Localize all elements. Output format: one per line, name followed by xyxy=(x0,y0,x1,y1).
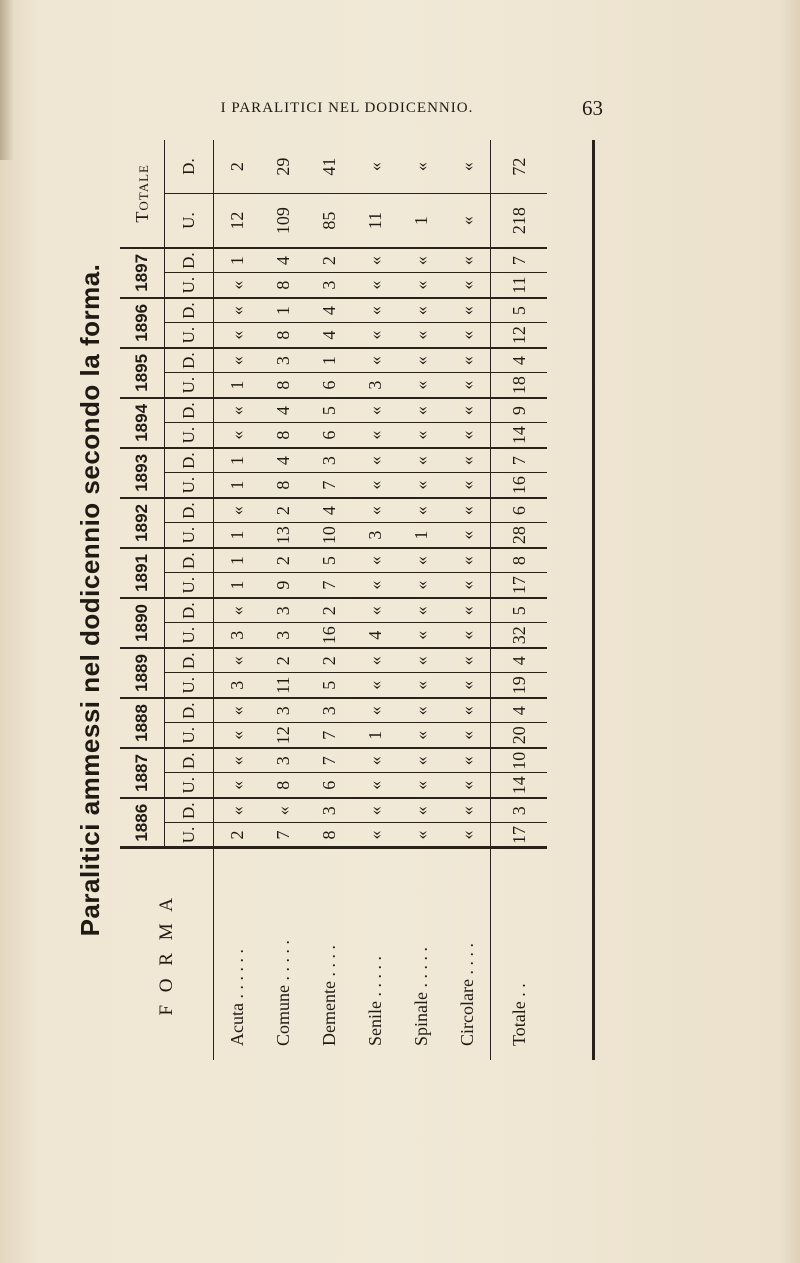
table-cell: 1 xyxy=(306,348,352,373)
table-cell: « xyxy=(444,298,491,323)
table-cell: « xyxy=(352,698,398,723)
table-cell: « xyxy=(214,498,261,523)
table-cell: 6 xyxy=(306,373,352,398)
table-cell: « xyxy=(444,498,491,523)
table-cell: « xyxy=(444,823,491,848)
table-cell: « xyxy=(444,348,491,373)
total-donne-cell: « xyxy=(364,162,385,172)
table-cell: « xyxy=(444,273,491,298)
table-cell: 8 xyxy=(260,323,306,348)
table-cell: 3 xyxy=(306,448,352,473)
sub-header-donne: D. xyxy=(165,448,214,473)
table-cell: 3 xyxy=(352,523,398,548)
sub-header-donne: D. xyxy=(165,698,214,723)
table-cell: « xyxy=(398,548,444,573)
table-cell: 8 xyxy=(491,548,548,573)
table-cell: 1 xyxy=(214,523,261,548)
table-cell: 19 xyxy=(491,673,548,698)
table-cell: 9 xyxy=(260,573,306,598)
total-sub-header-uomini: U. xyxy=(165,194,214,248)
table-cell: 10 xyxy=(491,748,548,773)
total-donne-cell: 72 xyxy=(491,140,548,194)
table-cell: 9 xyxy=(491,398,548,423)
table-cell: 7 xyxy=(306,473,352,498)
table-cell: 1 xyxy=(214,248,261,273)
table-cell: 12 xyxy=(491,323,548,348)
table-cell: « xyxy=(352,423,398,448)
table-cell: « xyxy=(352,323,398,348)
table-cell: « xyxy=(352,348,398,373)
table-cell: « xyxy=(444,573,491,598)
table-cell: 3 xyxy=(260,698,306,723)
table-cell: « xyxy=(398,498,444,523)
table-cell: 7 xyxy=(306,723,352,748)
table-cell: 3 xyxy=(306,273,352,298)
table-cell: 7 xyxy=(306,748,352,773)
table-cell: 3 xyxy=(306,798,352,823)
table-cell: « xyxy=(398,298,444,323)
table-cell: 1 xyxy=(214,548,261,573)
sub-header-uomini: U. xyxy=(165,423,214,448)
rotated-table-block xyxy=(70,140,590,1060)
table-cell: « xyxy=(444,373,491,398)
sub-header-uomini: U. xyxy=(165,323,214,348)
table-cell: 3 xyxy=(214,623,261,648)
table-cell: « xyxy=(398,623,444,648)
table-cell: 14 xyxy=(491,773,548,798)
table-cell: 2 xyxy=(214,823,261,848)
table-cell: « xyxy=(352,498,398,523)
table-cell: « xyxy=(214,273,261,298)
total-uomini-cell: 12 xyxy=(214,194,261,248)
table-cell: 12 xyxy=(260,723,306,748)
sub-header-uomini: U. xyxy=(165,823,214,848)
row-label: Totale . . xyxy=(491,848,548,1060)
table-cell: 5 xyxy=(306,398,352,423)
table-cell: « xyxy=(398,448,444,473)
table-cell: 4 xyxy=(306,498,352,523)
table-cell: 11 xyxy=(260,673,306,698)
row-label: Circolare . . . . xyxy=(444,848,491,1060)
table-cell: 1 xyxy=(352,723,398,748)
table-cell: 8 xyxy=(260,423,306,448)
table-cell: « xyxy=(398,823,444,848)
table-cell: « xyxy=(398,398,444,423)
table-cell: « xyxy=(214,723,261,748)
sub-header-donne: D. xyxy=(165,248,214,273)
table-cell: 8 xyxy=(260,373,306,398)
row-label: Comune . . . . . xyxy=(260,848,306,1060)
table-cell: « xyxy=(214,648,261,673)
table-cell: « xyxy=(444,623,491,648)
table-cell: 4 xyxy=(306,298,352,323)
table-cell: 20 xyxy=(491,723,548,748)
sub-header-donne: D. xyxy=(165,298,214,323)
binding-shadow xyxy=(0,0,14,160)
sub-header-donne: D. xyxy=(165,648,214,673)
table-cell: 4 xyxy=(491,698,548,723)
table-row xyxy=(306,140,352,1060)
total-donne-cell: 41 xyxy=(318,157,339,176)
sub-header-donne: D. xyxy=(165,798,214,823)
table-cell: 1 xyxy=(214,373,261,398)
total-uomini-cell: 109 xyxy=(260,194,306,248)
table-cell: « xyxy=(352,273,398,298)
table-cell: « xyxy=(398,348,444,373)
total-uomini-cell: 11 xyxy=(352,194,398,248)
table-cell: « xyxy=(398,423,444,448)
table-cell: 16 xyxy=(491,473,548,498)
year-header-row xyxy=(120,140,165,1060)
table-cell: « xyxy=(398,648,444,673)
total-uomini-cell: 85 xyxy=(306,194,352,248)
table-cell: 4 xyxy=(260,398,306,423)
table-cell: 2 xyxy=(306,648,352,673)
table-bottom-rule xyxy=(592,140,595,1060)
table-cell: 3 xyxy=(260,598,306,623)
table-cell: « xyxy=(352,748,398,773)
table-cell: 2 xyxy=(306,598,352,623)
year-header-1889: 1889 xyxy=(120,648,165,698)
table-cell: « xyxy=(352,448,398,473)
table-cell: « xyxy=(398,798,444,823)
table-cell: 2 xyxy=(260,548,306,573)
table-cell: 5 xyxy=(306,673,352,698)
table-cell: « xyxy=(352,573,398,598)
table-cell: 7 xyxy=(260,823,306,848)
paralytics-table xyxy=(120,140,547,1060)
table-cell: « xyxy=(444,748,491,773)
table-cell: 2 xyxy=(306,248,352,273)
table-cell: 5 xyxy=(306,548,352,573)
table-cell: « xyxy=(398,248,444,273)
table-cell: « xyxy=(214,423,261,448)
sub-header-uomini: U. xyxy=(165,673,214,698)
total-uomini-cell: 1 xyxy=(398,194,444,248)
table-cell: 4 xyxy=(491,648,548,673)
table-row xyxy=(260,140,306,1060)
table-cell: « xyxy=(444,598,491,623)
table-cell: 1 xyxy=(398,523,444,548)
table-cell: 3 xyxy=(214,673,261,698)
table-cell: 4 xyxy=(260,248,306,273)
total-donne-cell: « xyxy=(456,162,477,172)
table-cell: 4 xyxy=(491,348,548,373)
sub-header-uomini: U. xyxy=(165,773,214,798)
table-cell: 18 xyxy=(491,373,548,398)
table-cell: « xyxy=(352,473,398,498)
table-cell: « xyxy=(444,798,491,823)
year-header-1887: 1887 xyxy=(120,748,165,798)
table-cell: « xyxy=(352,298,398,323)
table-cell: 17 xyxy=(491,823,548,848)
table-cell: « xyxy=(214,323,261,348)
table-cell: 11 xyxy=(491,273,548,298)
row-label: Demente . . . . xyxy=(306,848,352,1060)
year-header-1894: 1894 xyxy=(120,398,165,448)
row-label: Acuta . . . . . . xyxy=(214,848,261,1060)
forma-header: F O R M A xyxy=(120,848,214,1060)
table-cell: « xyxy=(352,673,398,698)
total-donne-cell: 29 xyxy=(272,157,293,176)
table-cell: « xyxy=(214,798,261,823)
year-header-1892: 1892 xyxy=(120,498,165,548)
table-row xyxy=(352,140,398,1060)
table-cell: 5 xyxy=(491,598,548,623)
row-label: Spinale . . . . . xyxy=(398,848,444,1060)
table-cell: « xyxy=(398,598,444,623)
table-cell: « xyxy=(398,473,444,498)
sub-header-uomini: U. xyxy=(165,523,214,548)
table-cell: « xyxy=(214,348,261,373)
table-cell: 8 xyxy=(306,823,352,848)
table-cell: 6 xyxy=(306,773,352,798)
table-cell: « xyxy=(398,373,444,398)
table-cell: 10 xyxy=(306,523,352,548)
table-cell: 3 xyxy=(260,348,306,373)
table-cell: « xyxy=(352,598,398,623)
table-cell: « xyxy=(398,773,444,798)
table-cell: 7 xyxy=(491,248,548,273)
table-cell: « xyxy=(444,473,491,498)
table-cell: « xyxy=(444,523,491,548)
table-cell: « xyxy=(352,798,398,823)
sub-header-uomini: U. xyxy=(165,273,214,298)
table-cell: « xyxy=(352,398,398,423)
year-header-1886: 1886 xyxy=(120,798,165,848)
running-title: I PARALITICI NEL DODICENNIO. xyxy=(220,100,474,116)
table-cell: 6 xyxy=(491,498,548,523)
table-cell: 3 xyxy=(260,623,306,648)
table-cell: 1 xyxy=(214,573,261,598)
year-header-1893: 1893 xyxy=(120,448,165,498)
table-cell: 8 xyxy=(260,273,306,298)
table-cell: 8 xyxy=(260,773,306,798)
table-cell: « xyxy=(214,748,261,773)
table-cell: « xyxy=(260,798,306,823)
table-row xyxy=(398,140,444,1060)
table-cell: « xyxy=(444,398,491,423)
table-cell: 32 xyxy=(491,623,548,648)
table-cell: 4 xyxy=(352,623,398,648)
table-cell: 2 xyxy=(260,648,306,673)
year-header-1896: 1896 xyxy=(120,298,165,348)
total-donne-cell: 2 xyxy=(226,162,247,172)
total-header: Totale xyxy=(120,140,165,248)
total-uomini-cell: « xyxy=(444,194,491,248)
table-cell: 3 xyxy=(260,748,306,773)
table-cell: « xyxy=(444,698,491,723)
table-cell: 7 xyxy=(306,573,352,598)
table-cell: 3 xyxy=(352,373,398,398)
table-cell: « xyxy=(444,423,491,448)
table-cell: 1 xyxy=(214,448,261,473)
sub-header-uomini: U. xyxy=(165,573,214,598)
table-cell: « xyxy=(444,548,491,573)
table-cell: 5 xyxy=(491,298,548,323)
sub-header-uomini: U. xyxy=(165,373,214,398)
table-cell: « xyxy=(398,573,444,598)
table-row xyxy=(214,140,261,1060)
table-cell: « xyxy=(444,673,491,698)
year-header-1897: 1897 xyxy=(120,248,165,298)
table-cell: « xyxy=(398,723,444,748)
sub-header-donne: D. xyxy=(165,398,214,423)
year-header-1891: 1891 xyxy=(120,548,165,598)
table-cell: 2 xyxy=(260,498,306,523)
table-cell: 8 xyxy=(260,473,306,498)
table-cell: « xyxy=(444,648,491,673)
table-cell: « xyxy=(444,773,491,798)
table-cell: « xyxy=(214,698,261,723)
sub-header-donne: D. xyxy=(165,748,214,773)
sub-header-donne: D. xyxy=(165,598,214,623)
sub-header-donne: D. xyxy=(165,498,214,523)
table-cell: « xyxy=(352,548,398,573)
table-cell: 1 xyxy=(214,473,261,498)
table-cell: « xyxy=(444,723,491,748)
table-cell: « xyxy=(398,748,444,773)
table-cell: « xyxy=(214,773,261,798)
table-row xyxy=(444,140,491,1060)
table-cell: « xyxy=(214,398,261,423)
year-header-1888: 1888 xyxy=(120,698,165,748)
total-uomini-cell: 218 xyxy=(491,194,548,248)
sub-header-uomini: U. xyxy=(165,473,214,498)
table-cell: 13 xyxy=(260,523,306,548)
total-sub-header-donne: D. xyxy=(165,140,214,194)
table-cell: « xyxy=(352,773,398,798)
table-cell: 4 xyxy=(306,323,352,348)
table-cell: 3 xyxy=(306,698,352,723)
table-cell: 16 xyxy=(306,623,352,648)
table-cell: « xyxy=(214,598,261,623)
table-cell: « xyxy=(352,248,398,273)
table-cell: « xyxy=(398,273,444,298)
sub-header-uomini: U. xyxy=(165,723,214,748)
page-number: 63 xyxy=(582,96,603,120)
table-cell: « xyxy=(352,648,398,673)
row-label: Senile . . . . . xyxy=(352,848,398,1060)
table-cell: « xyxy=(398,323,444,348)
table-cell: 14 xyxy=(491,423,548,448)
total-row xyxy=(491,140,548,1060)
table-cell: 17 xyxy=(491,573,548,598)
sub-header-uomini: U. xyxy=(165,623,214,648)
table-cell: 28 xyxy=(491,523,548,548)
table-cell: 7 xyxy=(491,448,548,473)
table-cell: « xyxy=(444,248,491,273)
table-cell: 6 xyxy=(306,423,352,448)
sub-header-donne: D. xyxy=(165,348,214,373)
total-donne-cell: « xyxy=(410,162,431,172)
table-cell: 1 xyxy=(260,298,306,323)
table-cell: « xyxy=(398,673,444,698)
table-cell: 4 xyxy=(260,448,306,473)
table-cell: « xyxy=(444,448,491,473)
table-cell: « xyxy=(214,298,261,323)
table-cell: « xyxy=(444,323,491,348)
table-cell: « xyxy=(352,823,398,848)
sub-header-donne: D. xyxy=(165,548,214,573)
table-cell: « xyxy=(398,698,444,723)
table-title: Paralitici ammessi nel dodicennio secondo la forma. xyxy=(75,263,105,937)
year-header-1895: 1895 xyxy=(120,348,165,398)
table-cell: 3 xyxy=(491,798,548,823)
year-header-1890: 1890 xyxy=(120,598,165,648)
